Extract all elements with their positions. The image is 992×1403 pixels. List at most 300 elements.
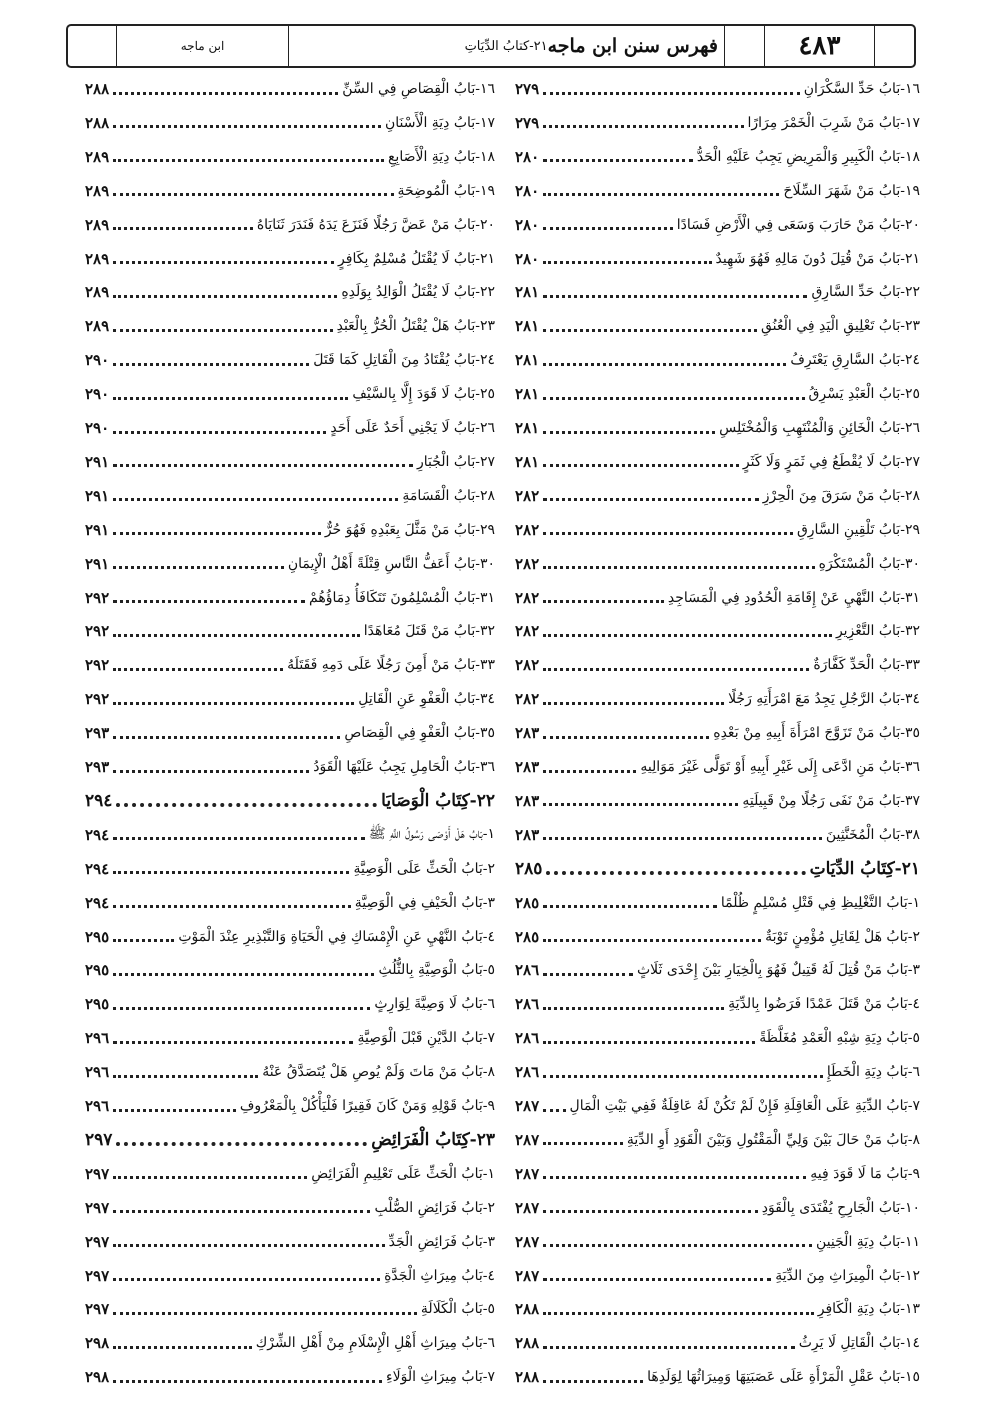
index-entry-row	[85, 1326, 495, 1360]
entry-page-number: ٢٩٣	[85, 724, 110, 743]
left-column	[85, 72, 495, 1387]
entry-title: ٢٣-بَابُ تَعْلِيقِ الْيَدِ فِي الْعُنُقِ	[760, 318, 920, 335]
entry-page-number: ٢٩٨	[85, 1334, 110, 1353]
index-entry-row	[515, 581, 920, 615]
entry-page-number: ٢٩٥	[85, 961, 110, 980]
dot-leader	[113, 159, 384, 162]
index-entry-row	[85, 208, 495, 242]
entry-title: ١٢-بَابُ الْمِيرَاثِ مِنَ الدِّيَةِ	[775, 1267, 920, 1284]
entry-page-number: ٢٩٥	[85, 927, 110, 946]
header-book-cell	[116, 26, 288, 66]
entry-title: ١١-بَابُ دِيَةِ الْجَنِينِ	[816, 1233, 920, 1250]
entry-page-number: ٢٩٦	[85, 1063, 110, 1082]
entry-title: ٣٢-بَابُ التَّعْزِيرِ	[835, 623, 920, 640]
dot-leader	[113, 837, 365, 840]
entry-page-number: ٢٨٧	[515, 1198, 540, 1217]
dot-leader	[113, 566, 284, 569]
entry-page-number: ٢٩٢	[85, 622, 110, 641]
entry-page-number: ٢٩٣	[85, 758, 110, 776]
entry-title: ٣٨-بَابُ الْمُخَنَّثِينَ	[825, 826, 920, 843]
entry-page-number: ٢٨٥	[515, 893, 540, 912]
entry-title: ٣١-بَابُ النَّهْيِ عَنْ إِقَامَةِ الْحُدُودِ فِي الْمَسَاجِدِ	[667, 589, 920, 606]
entry-title: ٩-بَابُ مَا لَا قَوَدَ فِيهِ	[810, 1165, 920, 1182]
header-page-number-cell	[764, 26, 874, 66]
entry-title: ٢٧-بَابُ لَا يُقْطَعُ فِي ثَمَرٍ وَلَا كَثَرٍ	[742, 453, 920, 470]
index-entry-row	[85, 547, 495, 581]
index-entry-row	[515, 784, 920, 818]
dot-leader	[113, 295, 337, 298]
entry-title: ٢٦-بَابُ الْخَائِنِ وَالْمُنْتَهِبِ وَالْمُخْتَلِسِ	[719, 420, 920, 436]
index-entry-row	[515, 1055, 920, 1089]
index-entry-row	[515, 1225, 920, 1259]
kitab-title: ٢١-كِتَابُ الدِّيَاتِ	[809, 858, 920, 879]
entry-title: ٣١-بَابُ الْمُسْلِمُونَ تَتَكَافَأُ دِمَاؤُهُمْ	[309, 589, 495, 606]
entry-title: ٣٥-بَابُ مَنْ تَزَوَّجَ امْرَأَةَ أَبِيهِ مِنْ بَعْدِهِ	[713, 725, 920, 742]
dot-leader	[113, 329, 332, 332]
index-entry-row	[85, 411, 495, 445]
entry-title: ٦-بَابُ دِيَةِ الْخَطَإِ	[826, 1064, 920, 1081]
entry-title: ٤-بَابُ النَّهْيِ عَنِ الْإِمْسَاكِ فِي الْحَيَاةِ وَالتَّبْذِيرِ عِنْدَ الْمَوْتِ	[178, 928, 495, 945]
entry-title: ٤-بَابُ مِيرَاثِ الْجَدَّةِ	[384, 1267, 495, 1284]
index-entry-row	[85, 1292, 495, 1326]
entry-title: ٣-بَابُ الْحَيْفِ فِي الْوَصِيَّةِ	[354, 894, 495, 911]
entry-page-number: ٢٧٩	[515, 80, 540, 98]
entry-title: ٢٥-بَابُ الْعَبْدِ يَسْرِقُ	[808, 386, 920, 403]
index-entry-row	[515, 1157, 920, 1191]
dot-leader	[113, 1075, 258, 1078]
entry-page-number: ٢٨١	[515, 385, 540, 404]
index-entry-row	[515, 1089, 920, 1123]
kitab-heading-row	[85, 1123, 495, 1157]
index-entry-row	[515, 547, 920, 581]
entry-title: ٢٠-بَابُ مَنْ حَارَبَ وَسَعَى فِي الْأَرْضِ فَسَادًا	[676, 216, 920, 233]
entry-title: ٣٣-بَابُ مَنْ أَمِنَ رَجُلًا عَلَى دَمِهِ فَقَتَلَهُ	[287, 657, 495, 674]
entry-page-number: ٢٩٧	[85, 1266, 110, 1285]
entry-page-number: ٢٧٩	[515, 113, 540, 132]
entry-title: ٢٧-بَابُ الْجُبَارِ	[416, 453, 495, 470]
entry-page-number: ٢٩٧	[85, 1129, 113, 1150]
entry-page-number: ٢٨٢	[515, 656, 540, 675]
entry-title: ٢٢-بَابُ لَا يُقْتَلُ الْوَالِدُ بِوَلَدِهِ	[341, 284, 495, 301]
header-empty-cell-mid	[724, 26, 764, 66]
entry-title: ٦-بَابُ مِيرَاثِ أَهْلِ الْإِسْلَامِ مِنْ أَهْلِ الشِّرْكِ	[255, 1335, 495, 1352]
entry-title: ١٦-بَابُ حَدِّ السَّكْرَانِ	[803, 81, 920, 97]
entry-title: ٩-بَابُ قَوْلِهِ وَمَنْ كَانَ فَقِيرًا فَلْيَأْكُلْ بِالْمَعْرُوفِ	[239, 1098, 495, 1114]
dot-leader	[113, 1278, 380, 1281]
entry-page-number: ٢٨٩	[85, 181, 110, 200]
entry-title: ٢٦-بَابُ لَا يَجْنِي أَحَدٌ عَلَى أَحَدٍ	[330, 420, 495, 436]
entry-page-number: ٢٩٠	[85, 419, 110, 437]
entry-page-number: ٢٨١	[515, 283, 540, 302]
index-entry-row	[515, 1191, 920, 1225]
entry-page-number: ٢٩٦	[85, 1097, 110, 1115]
entry-page-number: ٢٨١	[515, 317, 540, 336]
entry-page-number: ٢٨٠	[515, 215, 540, 234]
entry-page-number: ٢٩١	[85, 486, 110, 505]
page-number: ٤٨٣	[798, 31, 841, 61]
entry-page-number: ٢٩٧	[85, 1198, 110, 1217]
entry-page-number: ٢٨٧	[515, 1130, 540, 1149]
dot-leader	[543, 939, 761, 942]
index-entry-row	[515, 242, 920, 276]
dot-leader	[543, 702, 724, 705]
index-entry-row	[515, 987, 920, 1021]
dot-leader	[543, 295, 807, 298]
entry-title: ١-بَابُ الْحَثِّ عَلَى تَعْلِيمِ الْفَرَائِضِ	[311, 1165, 495, 1182]
header-empty-cell-right	[874, 26, 914, 66]
entry-page-number: ٢٨٨	[515, 1300, 540, 1319]
entry-page-number: ٢٨٩	[85, 317, 110, 336]
dot-leader	[113, 125, 381, 128]
index-entry-row	[515, 1021, 920, 1055]
index-entry-row	[85, 614, 495, 648]
entry-page-number: ٢٨٩	[85, 147, 110, 166]
entry-page-number: ٢٩٤	[85, 859, 110, 878]
entry-page-number: ٢٩٧	[85, 1232, 110, 1251]
entry-page-number: ٢٨٢	[515, 588, 540, 607]
entry-page-number: ٢٨٦	[515, 1029, 540, 1048]
dot-leader	[543, 566, 815, 569]
entry-page-number: ٢٨٧	[515, 1266, 540, 1285]
dot-leader	[543, 634, 832, 637]
dot-leader	[113, 261, 334, 264]
index-entry-row	[85, 174, 495, 208]
entry-page-number: ٢٩١	[85, 520, 110, 539]
entry-title: ١٧-بَابُ مَنْ شَرِبَ الْخَمْرَ مِرَارًا	[747, 114, 920, 131]
entry-title: ٣٠-بَابُ الْمُسْتَكْرَهِ	[818, 555, 920, 572]
entry-title: ١٤-بَابُ الْقَاتِلِ لَا يَرِثُ	[798, 1335, 920, 1352]
entry-title: ٢٩-بَابُ تَلْقِينِ السَّارِقِ	[796, 521, 920, 538]
entry-title: ٢-بَابُ الْحَثِّ عَلَى الْوَصِيَّةِ	[353, 860, 495, 877]
dot-leader	[543, 1041, 755, 1044]
dot-leader	[113, 1210, 370, 1213]
entry-title: ٣٠-بَابُ أَعَفُّ النَّاسِ قِتْلَةً أَهْلُ الْإِيمَانِ	[287, 555, 495, 572]
entry-page-number: ٢٨٣	[515, 724, 540, 743]
entry-title: ٣٢-بَابُ مَنْ قَتَلَ مُعَاهَدًا	[363, 623, 495, 640]
dot-leader	[113, 1380, 382, 1383]
entry-page-number: ٢٨٨	[515, 1334, 540, 1353]
entry-page-number: ٢٩١	[85, 452, 110, 471]
index-entry-row	[85, 818, 495, 852]
dot-leader	[113, 1176, 307, 1179]
index-entry-row	[85, 581, 495, 615]
index-entry-row	[85, 309, 495, 343]
entry-title: ٥-بَابُ دِيَةِ شِبْهِ الْعَمْدِ مُغَلَّظَةً	[759, 1030, 920, 1047]
entry-title: ٣٧-بَابُ مَنْ نَفَى رَجُلًا مِنْ قَبِيلَتِهِ	[742, 792, 920, 809]
index-entry-row	[85, 648, 495, 682]
dot-leader	[543, 227, 673, 230]
dot-leader	[116, 803, 377, 807]
index-entry-row	[85, 987, 495, 1021]
dot-leader	[113, 431, 326, 434]
index-entry-row	[85, 682, 495, 716]
dot-leader	[543, 973, 633, 976]
dot-leader	[543, 464, 739, 467]
entry-title: ٢٢-بَابُ حَدِّ السَّارِقِ	[811, 284, 920, 301]
index-entry-row	[85, 1157, 495, 1191]
dot-leader	[543, 261, 711, 264]
dot-leader	[113, 1109, 236, 1112]
entry-title: ٣٤-بَابُ الْعَفْوِ عَنِ الْقَاتِلِ	[358, 691, 495, 708]
dot-leader	[113, 498, 398, 501]
entry-page-number: ٢٨٠	[515, 181, 540, 200]
entry-page-number: ٢٩٨	[85, 1368, 110, 1387]
dot-leader	[113, 1244, 384, 1247]
dot-leader	[543, 1346, 795, 1349]
index-entry-row	[515, 1360, 920, 1394]
entry-title: ٢٨-بَابُ مَنْ سَرَقَ مِنَ الْحِرْزِ	[762, 487, 920, 504]
entry-page-number: ٢٨٢	[515, 622, 540, 641]
entry-title: ٣-بَابُ فَرَائِضِ الْجَدِّ	[388, 1233, 495, 1250]
entry-title: ٨-بَابُ مَنْ حَالَ بَيْنَ وَلِيِّ الْمَقْتُولِ وَبَيْنَ الْقَوَدِ أَوِ الدِّيَةِ	[626, 1131, 920, 1148]
index-entry-row	[85, 242, 495, 276]
dot-leader	[543, 1007, 724, 1010]
entry-title: ٤-بَابُ مَنْ قَتَلَ عَمْدًا فَرَضُوا بِالدِّيَةِ	[728, 996, 920, 1013]
entry-title: ٢٩-بَابُ مَنْ مَثَّلَ بِعَبْدِهِ فَهُوَ حُرٌّ	[324, 521, 495, 538]
index-entry-row	[515, 818, 920, 852]
entry-page-number: ٢٨٣	[515, 758, 540, 776]
dot-leader	[543, 668, 809, 671]
index-entry-row	[85, 106, 495, 140]
index-entry-row	[85, 1259, 495, 1293]
index-entry-row	[515, 750, 920, 784]
dot-leader	[543, 1210, 758, 1213]
entry-title: ٦-بَابُ لَا وَصِيَّةَ لِوَارِثٍ	[374, 996, 495, 1013]
dot-leader	[113, 634, 360, 637]
entry-page-number: ٢٨٢	[515, 690, 540, 709]
dot-leader	[113, 193, 393, 196]
index-entry-row	[515, 614, 920, 648]
index-entry-row	[515, 1326, 920, 1360]
entry-page-number: ٢٩١	[85, 554, 110, 573]
dot-leader	[543, 1278, 771, 1281]
dot-leader	[113, 736, 340, 739]
entry-page-number: ٢٨٨	[85, 80, 110, 98]
dot-leader	[543, 92, 800, 95]
entry-title: ٢٨-بَابُ الْقَسَامَةِ	[402, 487, 495, 504]
index-entry-row	[85, 479, 495, 513]
index-entry-row	[85, 886, 495, 920]
right-column	[515, 72, 920, 1387]
entry-title: ١-بَابُ هَلْ أَوْصَى رَسُولُ اللَّهِ ﷺ	[368, 825, 495, 842]
index-entry-row	[85, 275, 495, 309]
dot-leader	[116, 1142, 367, 1146]
index-entry-row	[85, 1021, 495, 1055]
index-entry-row	[85, 1055, 495, 1089]
dot-leader	[543, 1109, 565, 1112]
dot-leader	[543, 1075, 823, 1078]
index-entry-row	[85, 377, 495, 411]
index-entry-row	[515, 343, 920, 377]
dot-leader	[113, 905, 351, 908]
index-entry-row	[85, 72, 495, 106]
index-entry-row	[85, 1191, 495, 1225]
kitab-title: ٢٣-كِتَابُ الْفَرَائِضِ	[371, 1129, 495, 1150]
entry-title: ١٣-بَابُ دِيَةِ الْكَافِرِ	[817, 1301, 920, 1318]
index-entry-row	[85, 1360, 495, 1394]
entry-title: ٣٦-بَابُ الْحَامِلِ يَجِبُ عَلَيْهَا الْقَوَدُ	[313, 759, 495, 775]
dot-leader	[543, 193, 779, 196]
entry-page-number: ٢٩٢	[85, 588, 110, 607]
entry-title: ٢٥-بَابُ لَا قَوَدَ إِلَّا بِالسَّيْفِ	[352, 386, 495, 403]
entry-page-number: ٢٨٨	[515, 1368, 540, 1387]
index-entry-row	[85, 343, 495, 377]
entry-title: ١٩-بَابُ الْمُوضِحَةِ	[397, 182, 495, 199]
entry-page-number: ٢٨٧	[515, 1232, 540, 1251]
entry-page-number: ٢٩٠	[85, 351, 110, 370]
entry-page-number: ٢٨١	[515, 419, 540, 437]
dot-leader	[543, 532, 793, 535]
dot-leader	[546, 871, 805, 875]
entry-page-number: ٢٨٩	[85, 283, 110, 302]
entry-title: ٢٠-بَابُ مَنْ عَضَّ رَجُلًا فَنَزَعَ يَدَهُ فَنَدَرَ ثَنَايَاهُ	[256, 216, 495, 233]
dot-leader	[113, 600, 305, 603]
index-entry-row	[85, 920, 495, 954]
dot-leader	[113, 227, 253, 230]
header-empty-cell-left	[68, 26, 116, 66]
index-entry-row	[515, 174, 920, 208]
entry-title: ٢-بَابُ هَلْ لِقَاتِلِ مُؤْمِنٍ تَوْبَةٌ	[765, 928, 920, 945]
entry-page-number: ٢٨٢	[515, 520, 540, 539]
entry-page-number: ٢٩٤	[85, 825, 110, 844]
index-entry-row	[85, 852, 495, 886]
index-entry-row	[515, 1259, 920, 1293]
index-entry-row	[515, 1123, 920, 1157]
index-entry-row	[515, 648, 920, 682]
dot-leader	[113, 464, 413, 467]
index-entry-row	[515, 309, 920, 343]
dot-leader	[113, 1346, 252, 1349]
index-entry-row	[85, 1089, 495, 1123]
entry-page-number: ٢٨٦	[515, 961, 540, 980]
dot-leader	[113, 1007, 370, 1010]
entry-title: ٢١-بَابُ مَنْ قُتِلَ دُونَ مَالِهِ فَهُوَ شَهِيدٌ	[715, 250, 920, 267]
entry-title: ١٨-بَابُ دِيَةِ الْأَصَابِعِ	[387, 148, 495, 165]
index-entry-row	[515, 72, 920, 106]
index-entry-row	[85, 513, 495, 547]
index-entry-row	[85, 716, 495, 750]
entry-title: ٣٣-بَابُ الْحَدِّ كَفَّارَةٌ	[813, 657, 920, 674]
entry-title: ٧-بَابُ الدِّيَةِ عَلَى الْعَاقِلَةِ فَإِنْ لَمْ تَكُنْ لَهُ عَاقِلَةٌ فَفِي بَيْتِ الْمَالِ	[569, 1098, 920, 1114]
dot-leader	[543, 1380, 643, 1383]
dot-leader	[543, 1312, 814, 1315]
entry-title: ١٧-بَابُ دِيَةِ الْأَسْنَانِ	[384, 114, 495, 131]
dot-leader	[113, 1312, 417, 1315]
dot-leader	[543, 125, 743, 128]
dot-leader	[543, 837, 822, 840]
dot-leader	[543, 498, 759, 501]
entry-page-number: ٢٨١	[515, 452, 540, 471]
dot-leader	[543, 1176, 806, 1179]
entry-page-number: ٢٨٩	[85, 215, 110, 234]
entry-title: ٥-بَابُ الْكَلَالَةِ	[420, 1301, 495, 1318]
dot-leader	[543, 905, 717, 908]
entry-page-number: ٢٨٣	[515, 791, 540, 810]
header-title-cell	[288, 26, 724, 66]
entry-page-number: ٢٨١	[515, 351, 540, 370]
entry-page-number: ٢٩٠	[85, 385, 110, 404]
entry-page-number: ٢٨٥	[515, 927, 540, 946]
entry-page-number: ٢٨٢	[515, 554, 540, 573]
index-entry-row	[85, 445, 495, 479]
index-entry-row	[515, 1292, 920, 1326]
dot-leader	[113, 1041, 353, 1044]
index-entry-row	[85, 140, 495, 174]
entry-page-number: ٢٨٦	[515, 1063, 540, 1082]
index-entry-row	[515, 682, 920, 716]
dot-leader	[543, 1244, 812, 1247]
index-entry-row	[515, 275, 920, 309]
dot-leader	[543, 363, 786, 366]
entry-page-number: ٢٨٧	[515, 1164, 540, 1183]
kitab-heading-row	[85, 784, 495, 818]
dot-leader	[543, 159, 693, 162]
index-entry-row	[515, 920, 920, 954]
dot-leader	[543, 397, 804, 400]
index-entry-row	[515, 445, 920, 479]
dot-leader	[113, 871, 349, 874]
entry-title: ١٠-بَابُ الْجَارِحِ يُفْتَدَى بِالْقَوَدِ	[761, 1199, 920, 1216]
entry-title: ٨-بَابُ مَنْ مَاتَ وَلَمْ يُوصِ هَلْ يُتَصَدَّقُ عَنْهُ	[262, 1064, 495, 1081]
entry-title: ٣٦-بَابُ مَنِ ادَّعَى إِلَى غَيْرِ أَبِيهِ أَوْ تَوَلَّى غَيْرَ مَوَالِيهِ	[640, 759, 920, 775]
entry-title: ٢٤-بَابُ يُقْتَادُ مِنَ الْقَاتِلِ كَمَا قَتَلَ	[313, 352, 495, 369]
entry-page-number: ٢٨٢	[515, 486, 540, 505]
entry-title: ١٨-بَابُ الْكَبِيرِ وَالْمَرِيضِ يَجِبُ عَلَيْهِ الْحَدُّ	[696, 148, 920, 165]
entry-title: ٧-بَابُ الدَّيْنِ قَبْلَ الْوَصِيَّةِ	[357, 1030, 495, 1047]
dot-leader	[113, 770, 309, 773]
entry-page-number: ٢٩٢	[85, 690, 110, 709]
entry-page-number: ٢٩٤	[85, 790, 113, 811]
entry-title: ١٦-بَابُ الْقِصَاصِ فِي السِّنِّ	[342, 81, 495, 97]
entry-page-number: ٢٩٧	[85, 1300, 110, 1319]
dot-leader	[543, 770, 636, 773]
entry-title: ٢٣-بَابُ هَلْ يُقْتَلُ الْحُرُّ بِالْعَبْدِ	[336, 318, 495, 335]
entry-title: ٥-بَابُ الْوَصِيَّةِ بِالثُّلُثِ	[378, 962, 495, 979]
entry-page-number: ٢٩٧	[85, 1164, 110, 1183]
section-title: ٢١-كتابُ الدِّيَاتِ	[464, 38, 548, 54]
dot-leader	[113, 939, 174, 942]
entry-page-number: ٢٩٥	[85, 995, 110, 1014]
index-entry-row	[515, 140, 920, 174]
entry-title: ٧-بَابُ مِيرَاثِ الْوَلَاءِ	[386, 1369, 495, 1386]
index-entry-row	[85, 750, 495, 784]
index-entry-row	[85, 953, 495, 987]
book-label: ابن ماجه	[180, 39, 225, 53]
entry-page-number: ٢٩٤	[85, 893, 110, 912]
index-entry-row	[515, 208, 920, 242]
entry-title: ٣٥-بَابُ الْعَفْوِ فِي الْقِصَاصِ	[344, 725, 495, 742]
dot-leader	[543, 600, 664, 603]
entry-page-number: ٢٨٥	[515, 858, 543, 879]
dot-leader	[543, 736, 709, 739]
entry-page-number: ٢٩٢	[85, 656, 110, 675]
entry-title: ٢١-بَابُ لَا يُقْتَلُ مُسْلِمٌ بِكَافِرٍ	[338, 250, 495, 267]
entry-page-number: ٢٨٦	[515, 995, 540, 1014]
dot-leader	[113, 92, 338, 95]
index-entry-row	[515, 479, 920, 513]
page-header	[66, 24, 916, 68]
index-entry-row	[515, 716, 920, 750]
dot-leader	[113, 668, 283, 671]
dot-leader	[113, 363, 309, 366]
dot-leader	[543, 1142, 623, 1145]
index-entry-row	[515, 377, 920, 411]
entry-page-number: ٢٨٣	[515, 825, 540, 844]
entry-title: ١-بَابُ التَّغْلِيظِ فِي قَتْلِ مُسْلِمٍ ظُلْمًا	[720, 894, 920, 911]
dot-leader	[113, 973, 374, 976]
index-entry-row	[515, 411, 920, 445]
index-entry-row	[515, 953, 920, 987]
